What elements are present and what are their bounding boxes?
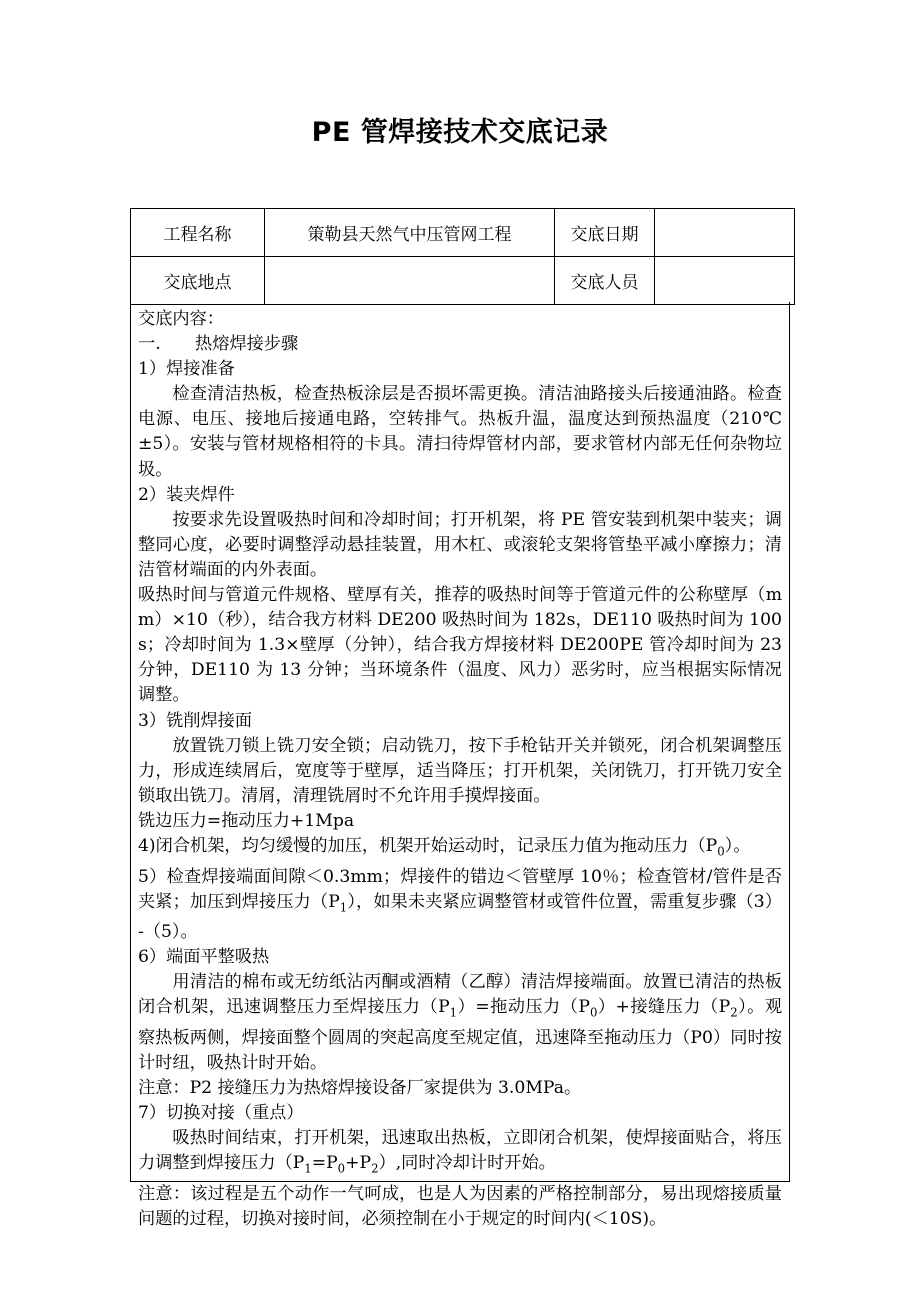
step-7-note: 注意：该过程是五个动作一气呵成，也是人为因素的严格控制部分，易出现熔接质量问题的过程，切换对接时间，必须控制在小于规定的时间内(＜10S)。 <box>138 1183 782 1230</box>
step-1-title: 1）焊接准备 <box>138 359 235 380</box>
project-name-value[interactable]: 策勒县天然气中压管网工程 <box>265 209 555 257</box>
table-row <box>131 257 795 305</box>
step-2-body: 按要求先设置吸热时间和冷却时间；打开机架，将 PE 管安装到机架中装夹；调整同心度，必要时调整浮动悬挂装置，用木杠、或滚轮支架将管垫平减小摩擦力；清洁管材端面的内外表面。 <box>138 509 782 580</box>
briefing-personnel-value[interactable] <box>655 257 795 305</box>
step-3-body: 放置铣刀锁上铣刀安全锁；启动铣刀，按下手枪钻开关并锁死，闭合机架调整压力，形成连续屑后，宽度等于壁厚，适当降压；打开机架，关闭铣刀，打开铣刀安全锁取出铣刀。清屑，清理铣屑时不允许用手摸焊接面。 <box>138 735 782 806</box>
step-3-title: 3）铣削焊接面 <box>138 710 253 731</box>
briefing-location-label: 交底地点 <box>131 257 265 305</box>
briefing-date-value[interactable] <box>655 209 795 257</box>
table-row <box>131 209 795 257</box>
project-name-label: 工程名称 <box>131 209 265 257</box>
briefing-date-label: 交底日期 <box>555 209 655 257</box>
step-2-note: 吸热时间与管道元件规格、壁厚有关，推荐的吸热时间等于管道元件的公称壁厚（mm）×10（秒），结合我方材料 DE200 吸热时间为 182s，DE110 吸热时间为 100s；冷却时间为 1.3×壁厚（分钟），结合我方焊接材料 DE200PE 管冷却时间为 23 分钟，DE110 为 13 分钟；当环境条件（温度、风力）恶劣时，应当根据实际情况调整。 <box>138 585 782 706</box>
step-5-body: 5）检查焊接端面间隙＜0.3mm；焊接件的错边＜管壁厚 10％；检查管材/管件是否夹紧；加压到焊接压力$(P_1)$，如果未夹紧应调整管材或管件位置，需重复步骤（3）-（5）。 <box>138 866 782 943</box>
briefing-location-value[interactable] <box>265 257 555 305</box>
content-body <box>131 302 789 1232</box>
step-1-body: 检查清洁热板，检查热板涂层是否损坏需更换。清洁油路接头后接通油路。检查电源、电压、接地后接通电路，空转排气。热板升温，温度达到预热温度（210℃±5）。安装与管材规格相符的卡具。清扫待焊管材内部，要求管材内部无任何杂物垃圾。 <box>138 384 782 480</box>
step-6-note: 注意：P2 接缝压力为热熔焊接设备厂家提供为 3.0MPa。 <box>138 1078 582 1099</box>
step-7-body: 吸热时间结束，打开机架，迅速取出热板，立即闭合机架，使焊接面贴合，将压力调整到焊接压力$(P_1=P_0+P_2)$,同时冷却计时开始。 <box>138 1128 782 1176</box>
content-cell <box>130 302 790 1230</box>
step-2-title: 2）装夹焊件 <box>138 484 235 505</box>
page-title: PE 管焊接技术交底记录 <box>311 117 609 148</box>
header-info-table <box>130 208 795 305</box>
step-7-title: 7）切换对接（重点） <box>138 1103 304 1124</box>
milling-pressure-formula: 铣边压力=拖动压力+1Mpa <box>138 810 355 831</box>
content-heading: 交底内容： <box>138 309 224 329</box>
section-title: 一. 热熔焊接步骤 <box>138 334 299 355</box>
step-6-title: 6）端面平整吸热 <box>138 947 270 968</box>
step-4-body: 4)闭合机架，均匀缓慢的加压，机架开始运动时，记录压力值为拖动压力$(P_0)$。 <box>138 835 751 859</box>
briefing-personnel-label: 交底人员 <box>555 257 655 305</box>
step-6-body: 用清洁的棉布或无纺纸沾丙酮或酒精（乙醇）清洁焊接端面。放置已清洁的热板闭合机架，迅速调整压力至焊接压力$(P_1)=$拖动压力$(P_0)+$接缝压力$(P_2)$。观察热板两侧，焊接面整个圆周的突起高度至规定值，迅速降至拖动压力（P0）同时按计时纽，吸热计时开始。 <box>138 972 783 1074</box>
